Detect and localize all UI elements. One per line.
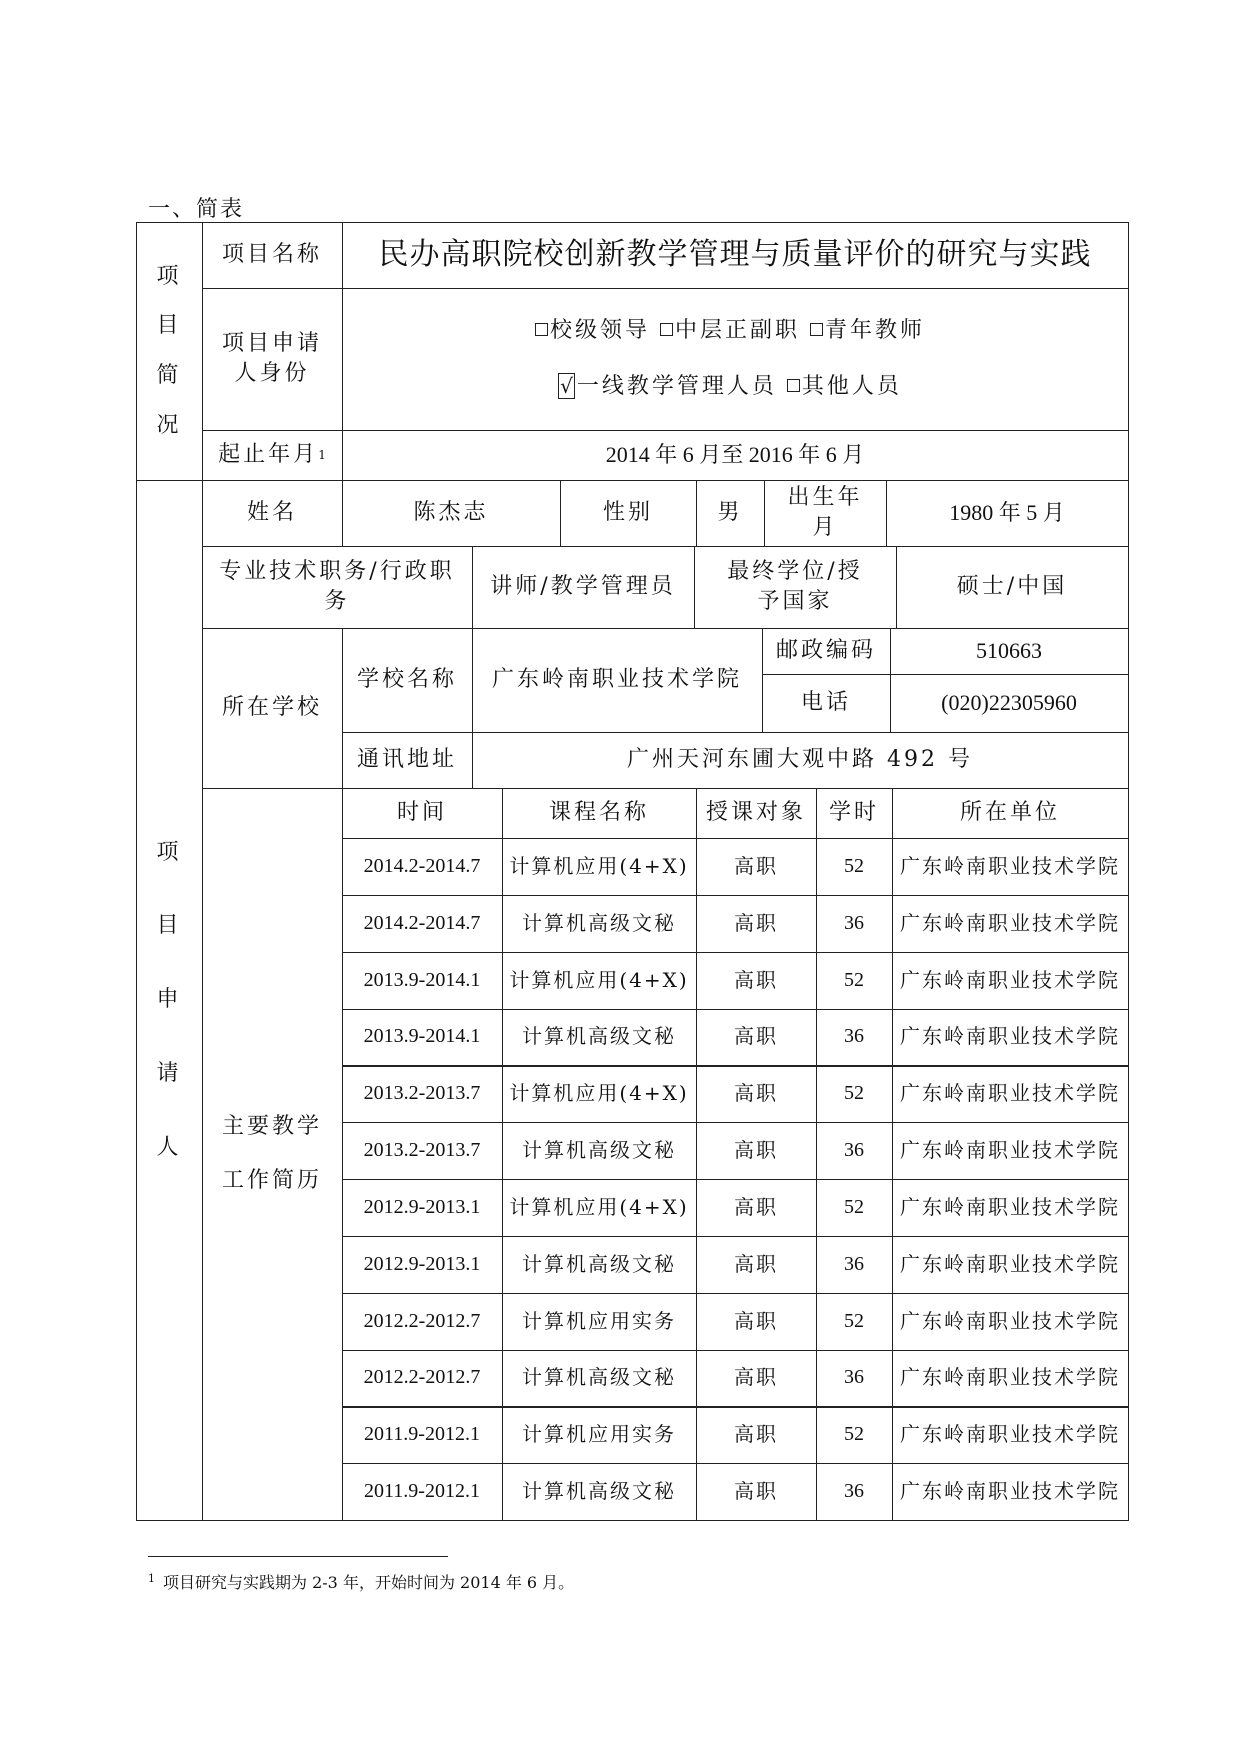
table-cell: 36 bbox=[844, 1139, 864, 1162]
teaching-header: 授课对象 bbox=[705, 800, 806, 826]
teaching-label-2: 工作简历 bbox=[221, 1168, 322, 1193]
form-table bbox=[136, 222, 1128, 1520]
title-label: 专业技术职务/行政职务 bbox=[219, 559, 455, 614]
teaching-history-label bbox=[202, 788, 342, 1520]
table-cell: 2013.9-2014.1 bbox=[363, 1025, 481, 1048]
school-group-label: 所在学校 bbox=[221, 695, 322, 721]
table-cell: 2012.9-2013.1 bbox=[363, 1252, 481, 1275]
birth-label: 出生年月 bbox=[787, 485, 863, 540]
table-cell: 52 bbox=[844, 1082, 864, 1105]
table-cell: 计算机高级文秘 bbox=[522, 1251, 676, 1276]
table-cell: 计算机应用实务 bbox=[522, 1422, 676, 1447]
identity-option[interactable] bbox=[660, 318, 800, 343]
table-cell: 高职 bbox=[734, 1479, 778, 1504]
table-cell: 36 bbox=[844, 1480, 864, 1503]
project-group-label-char: 项 bbox=[156, 263, 182, 289]
table-border-right bbox=[1128, 222, 1129, 1520]
name-value: 陈杰志 bbox=[413, 500, 489, 526]
identity-option-label: 青年教师 bbox=[825, 318, 926, 344]
identity-option[interactable] bbox=[810, 318, 925, 343]
table-cell: 高职 bbox=[734, 1308, 778, 1333]
address-label: 通讯地址 bbox=[356, 747, 457, 773]
table-cell: 高职 bbox=[734, 1194, 778, 1219]
postcode-value: 510663 bbox=[976, 638, 1042, 664]
checkbox-empty-icon[interactable] bbox=[535, 323, 548, 336]
table-cell: 高职 bbox=[734, 1138, 778, 1163]
table-border-bottom bbox=[136, 1520, 1129, 1521]
teaching-label-1: 主要教学 bbox=[221, 1114, 322, 1140]
birth-value: 1980 年 5 月 bbox=[949, 500, 1065, 526]
table-cell: 广东岭南职业技术学院 bbox=[900, 1422, 1120, 1447]
project-group-label-char: 况 bbox=[156, 412, 182, 438]
gender-label: 性别 bbox=[602, 500, 653, 526]
identity-option-label: 其他人员 bbox=[801, 374, 902, 399]
table-cell: 计算机应用(4+X) bbox=[509, 967, 689, 992]
postcode-label: 邮政编码 bbox=[775, 638, 876, 664]
identity-option[interactable] bbox=[558, 374, 777, 399]
table-cell: 高职 bbox=[734, 1024, 778, 1049]
table-cell: 高职 bbox=[734, 967, 778, 992]
table-cell: 2011.9-2012.1 bbox=[364, 1423, 480, 1446]
teaching-header: 课程名称 bbox=[548, 800, 649, 826]
table-cell: 2013.9-2014.1 bbox=[363, 968, 481, 991]
table-cell: 2012.9-2013.1 bbox=[363, 1195, 481, 1218]
identity-option-label: 校级领导 bbox=[549, 318, 650, 344]
table-cell: 52 bbox=[844, 854, 864, 877]
title-value: 讲师/教学管理员 bbox=[490, 574, 676, 600]
table-cell: 广东岭南职业技术学院 bbox=[900, 1194, 1120, 1219]
name-label: 姓名 bbox=[246, 500, 297, 526]
table-cell: 广东岭南职业技术学院 bbox=[900, 1138, 1120, 1163]
identity-option-label: 一线教学管理人员 bbox=[576, 374, 777, 399]
footnote-text: 项目研究与实践期为 2-3 年，开始时间为 2014 年 6 月。 bbox=[163, 1573, 575, 1592]
applicant-group-label-char: 申 bbox=[156, 987, 182, 1013]
table-cell: 52 bbox=[844, 968, 864, 991]
teaching-header: 学时 bbox=[828, 800, 879, 826]
table-cell: 2013.2-2013.7 bbox=[363, 1082, 481, 1105]
table-cell: 计算机应用(4+X) bbox=[509, 853, 689, 878]
applicant-group-label-char: 请 bbox=[156, 1060, 182, 1086]
table-cell: 高职 bbox=[734, 1365, 778, 1390]
table-cell: 广东岭南职业技术学院 bbox=[900, 853, 1120, 878]
identity-option-label: 中层正副职 bbox=[674, 318, 800, 344]
footnote bbox=[148, 1570, 574, 1593]
project-name-value: 民办高职院校创新教学管理与质量评价的研究与实践 bbox=[378, 236, 1092, 272]
table-cell: 高职 bbox=[734, 1081, 778, 1106]
project-name-label: 项目名称 bbox=[221, 242, 322, 268]
table-cell: 52 bbox=[844, 1423, 864, 1446]
table-cell: 36 bbox=[844, 1252, 864, 1275]
table-cell: 2012.2-2012.7 bbox=[363, 1366, 481, 1389]
address-value: 广州天河东圃大观中路 492 号 bbox=[627, 747, 973, 773]
table-cell: 36 bbox=[844, 911, 864, 934]
applicant-group-label-char: 项 bbox=[156, 839, 182, 865]
table-cell: 广东岭南职业技术学院 bbox=[900, 1308, 1120, 1333]
table-cell: 高职 bbox=[734, 853, 778, 878]
table-cell: 计算机应用实务 bbox=[522, 1308, 676, 1333]
gender-value: 男 bbox=[717, 500, 743, 526]
period-value: 2014 年 6 月至 2016 年 6 月 bbox=[605, 442, 865, 468]
table-cell: 广东岭南职业技术学院 bbox=[900, 967, 1120, 992]
table-cell: 广东岭南职业技术学院 bbox=[900, 910, 1120, 935]
applicant-group-label-char: 目 bbox=[156, 913, 182, 939]
project-group-label bbox=[136, 222, 202, 480]
table-cell: 2014.2-2014.7 bbox=[363, 911, 481, 934]
period-label bbox=[202, 430, 342, 480]
table-cell: 计算机高级文秘 bbox=[522, 1479, 676, 1504]
table-cell: 计算机应用(4+X) bbox=[509, 1081, 689, 1106]
applicant-group-label-char: 人 bbox=[156, 1134, 182, 1160]
checkbox-empty-icon[interactable] bbox=[787, 379, 800, 392]
teaching-header: 所在单位 bbox=[959, 800, 1060, 826]
section-title: 一、简表 bbox=[148, 197, 245, 222]
table-cell: 2014.2-2014.7 bbox=[363, 854, 481, 877]
table-cell: 2013.2-2013.7 bbox=[363, 1139, 481, 1162]
degree-value: 硕士/中国 bbox=[956, 574, 1068, 600]
checkbox-checked-icon[interactable]: √ bbox=[560, 374, 573, 398]
project-group-label-char: 简 bbox=[156, 363, 182, 388]
table-cell: 36 bbox=[844, 1366, 864, 1389]
table-cell: 52 bbox=[844, 1309, 864, 1332]
identity-option[interactable] bbox=[787, 374, 902, 399]
school-name-label: 学校名称 bbox=[356, 667, 457, 693]
identity-option[interactable] bbox=[535, 318, 650, 343]
table-cell: 广东岭南职业技术学院 bbox=[900, 1479, 1120, 1504]
teaching-header: 时间 bbox=[396, 800, 447, 826]
table-cell: 高职 bbox=[734, 910, 778, 935]
identity-row-1 bbox=[535, 316, 935, 346]
footnote-divider bbox=[148, 1556, 448, 1557]
degree-label: 最终学位/授予国家 bbox=[727, 559, 863, 614]
table-cell: 52 bbox=[844, 1195, 864, 1218]
table-cell: 广东岭南职业技术学院 bbox=[900, 1365, 1120, 1390]
table-cell: 高职 bbox=[734, 1251, 778, 1276]
project-group-label-char: 目 bbox=[156, 313, 182, 339]
table-cell: 高职 bbox=[734, 1422, 778, 1447]
footnote-ref: 1 bbox=[148, 1571, 155, 1585]
checkbox-empty-icon[interactable] bbox=[660, 323, 673, 336]
table-cell: 计算机高级文秘 bbox=[522, 1138, 676, 1163]
identity-row-2 bbox=[558, 372, 912, 402]
table-cell: 广东岭南职业技术学院 bbox=[900, 1081, 1120, 1106]
table-cell: 36 bbox=[844, 1025, 864, 1048]
table-cell: 广东岭南职业技术学院 bbox=[900, 1024, 1120, 1049]
school-name-value: 广东岭南职业技术学院 bbox=[491, 667, 742, 693]
identity-options bbox=[342, 288, 1128, 430]
table-cell: 计算机高级文秘 bbox=[522, 1024, 676, 1049]
table-cell: 2011.9-2012.1 bbox=[364, 1480, 480, 1503]
table-cell: 2012.2-2012.7 bbox=[363, 1309, 481, 1332]
table-cell: 计算机高级文秘 bbox=[522, 1365, 676, 1390]
phone-label: 电话 bbox=[800, 690, 851, 716]
table-cell: 计算机应用(4+X) bbox=[509, 1194, 689, 1219]
phone-value: (020)22305960 bbox=[941, 690, 1077, 716]
table-cell: 计算机高级文秘 bbox=[522, 910, 676, 935]
applicant-group-label bbox=[136, 480, 202, 1520]
checkbox-empty-icon[interactable] bbox=[810, 323, 823, 336]
identity-label: 项目申请人身份 bbox=[222, 331, 323, 386]
table-cell: 广东岭南职业技术学院 bbox=[900, 1251, 1120, 1276]
period-label-text: 起止年月 bbox=[218, 442, 319, 468]
period-note-ref: 1 bbox=[318, 447, 326, 462]
